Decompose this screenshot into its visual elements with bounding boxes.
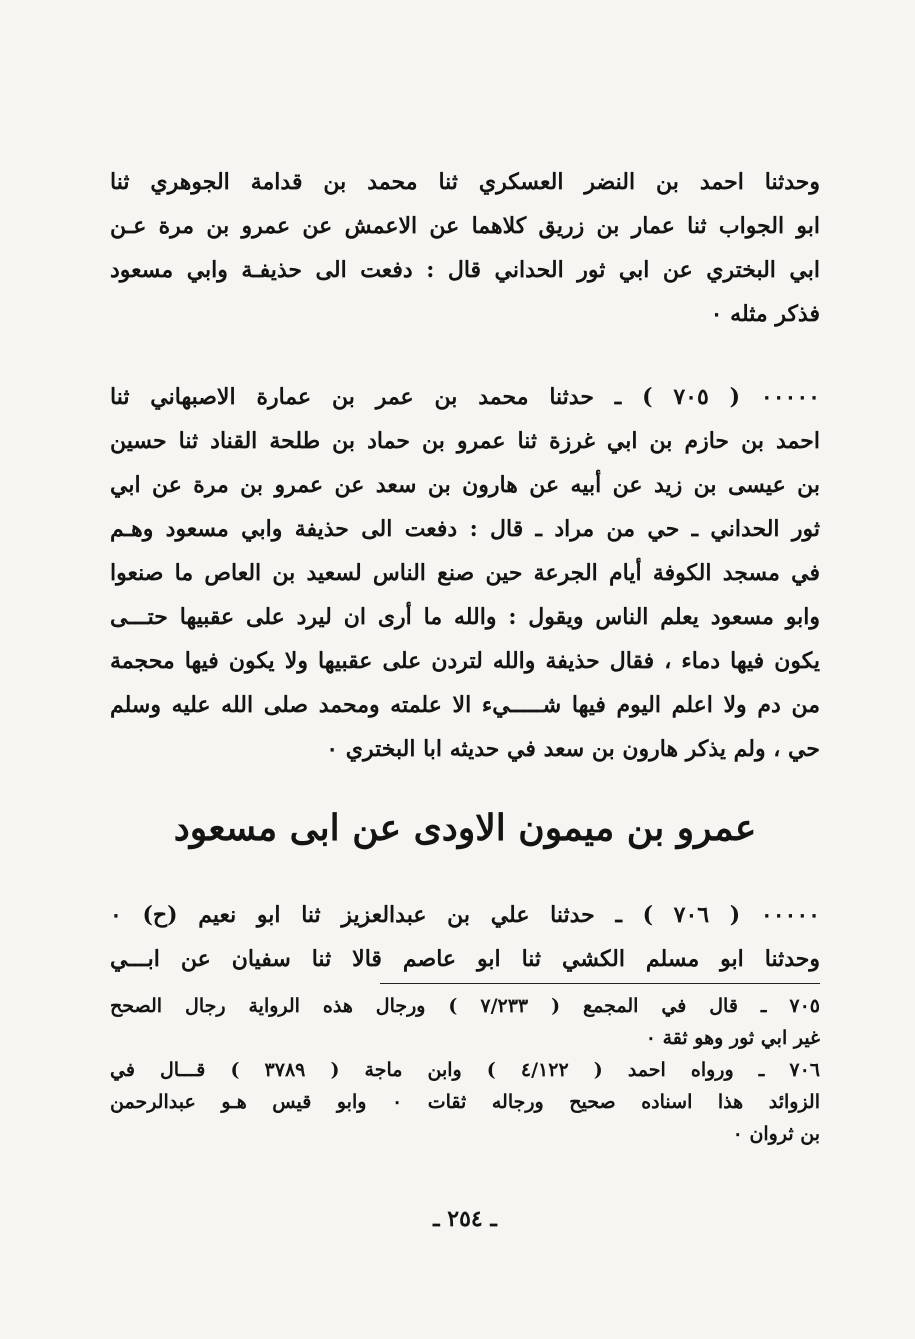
footnotes: [110, 990, 820, 1150]
footnote-line: ٧٠٥ ـ قال في المجمع ( ٧/٢٣٣ ) ورجال هذه الرواية رجال الصحح: [110, 995, 820, 1017]
text-line: ٠٠٠٠٠ ( ٧٠٦ ) ـ حدثنا علي بن عبدالعزيز ثنا ابو نعيم (ح) ٠: [110, 902, 820, 928]
text-line: بن عيسى بن زيد عن أبيه عن هارون بن سعد عن عمرو بن مرة عن ابي: [110, 472, 820, 498]
text-line: وابو مسعود يعلم الناس ويقول : والله ما أرى ان ليرد على عقبيها حتـــى: [110, 604, 820, 630]
footnote-line: غير ابي ثور وهو ثقة ٠: [645, 1027, 820, 1049]
text-line: يكون فيها دماء ، فقال حذيفة والله لتردن على عقبيها ولا يكون فيها محجمة: [110, 648, 820, 674]
text-line: وحدثنا احمد بن النضر العسكري ثنا محمد بن قدامة الجوهري ثنا: [110, 169, 820, 195]
footnote-line: الزوائد هذا اسناده صحيح ورجاله ثقات ٠ وابو قيس هـو عبدالرحمن: [110, 1091, 820, 1113]
footnote-line: بن ثروان ٠: [732, 1123, 820, 1145]
text-line: من دم ولا اعلم اليوم فيها شـــــيء الا علمته ومحمد صلى الله عليه وسلم: [110, 692, 820, 718]
text-line: ابو الجواب ثنا عمار بن زريق كلاهما عن الاعمش عن عمرو بن مرة عـن: [110, 213, 820, 239]
text-line: ثور الحداني ـ حي من مراد ـ قال : دفعت الى حذيفة وابي مسعود وهـم: [110, 516, 820, 542]
text-line: ابي البختري عن ابي ثور الحداني قال : دفعت الى حذيفـة وابي مسعود: [110, 257, 820, 283]
footnote-line: ٧٠٦ ـ ورواه احمد ( ٤/١٢٢ ) وابن ماجة ( ٣٧٨٩ ) قـــال في: [110, 1059, 820, 1081]
text-line: حي ، ولم يذكر هارون بن سعد في حديثه ابا البختري ٠: [326, 736, 820, 762]
text-line: فذكر مثله ٠: [710, 301, 820, 327]
text-line: احمد بن حازم بن ابي غرزة ثنا عمرو بن حماد بن طلحة القناد ثنا حسين: [110, 428, 820, 454]
text-line: في مسجد الكوفة أيام الجرعة حين صنع الناس لسعيد بن العاص ما صنعوا: [110, 560, 820, 586]
paragraph-2: [110, 375, 820, 771]
page-number: ـ ٢٥٤ ـ: [433, 1206, 497, 1232]
text-line: وحدثنا ابو مسلم الكشي ثنا ابو عاصم قالا ثنا سفيان عن ابـــي: [110, 946, 820, 972]
text-line: ٠٠٠٠٠ ( ٧٠٥ ) ـ حدثنا محمد بن عمر بن عمارة الاصبهاني ثنا: [110, 384, 820, 410]
footnote-divider: [380, 983, 820, 984]
section-heading: عمرو بن ميمون الاودى عن ابى مسعود: [173, 807, 757, 849]
paragraph-1: [110, 160, 820, 336]
paragraph-3: [110, 893, 820, 981]
